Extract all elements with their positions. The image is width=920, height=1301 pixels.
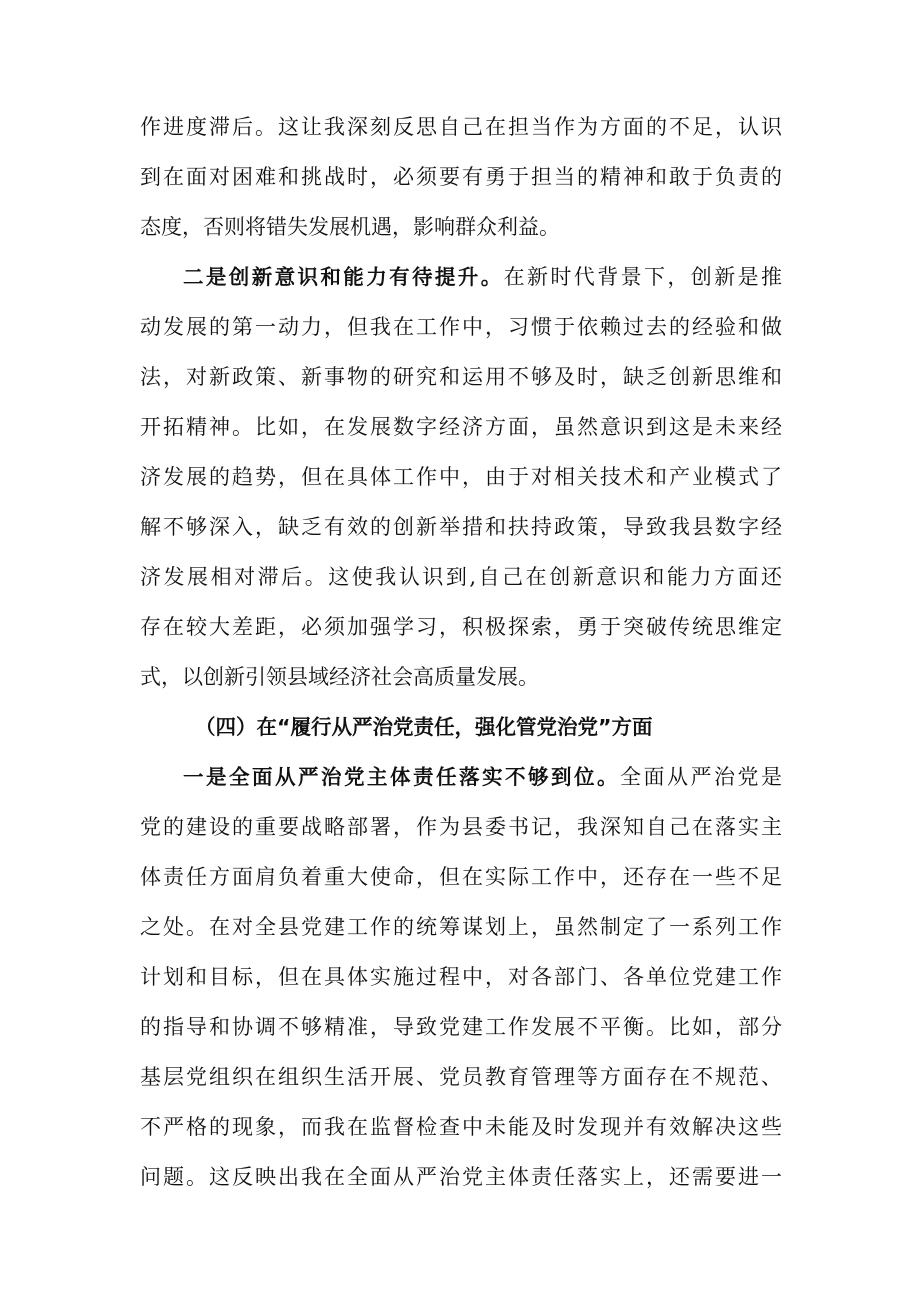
section-heading: （四）在“履行从严治党责任，强化管党治党”方面 [195,715,653,739]
paragraph-line: 之处。在对全县党建工作的统筹谋划上，虽然制定了一系列工作 [140,915,782,939]
paragraph-line: 到在面对困难和挑战时，必须要有勇于担当的精神和敢于负责的 [140,165,782,189]
bold-lead-text: 二是创新意识和能力有待提升。 [183,265,504,289]
paragraph-line: 解不够深入，缺乏有效的创新举措和扶持政策，导致我县数字经 [140,515,782,539]
bold-lead-text: 一是全面从严治党主体责任落实不够到位。 [183,765,620,789]
paragraph-line [183,257,782,297]
paragraph-line: 问题。这反映出我在全面从严治党主体责任落实上，还需要进一 [140,1165,782,1189]
paragraph-text: 全面从严治党是 [620,765,782,789]
paragraph-line: 作进度滞后。这让我深刻反思自己在担当作为方面的不足，认识 [140,115,782,139]
paragraph-line: 济发展的趋势，但在具体工作中，由于对相关技术和产业模式了 [140,465,782,489]
paragraph-line: 体责任方面肩负着重大使命，但在实际工作中，还存在一些不足 [140,865,782,889]
paragraph-line: 党的建设的重要战略部署，作为县委书记，我深知自己在落实主 [140,815,782,839]
paragraph-line: 计划和目标，但在具体实施过程中，对各部门、各单位党建工作 [140,965,782,989]
paragraph-line: 的指导和协调不够精准，导致党建工作发展不平衡。比如，部分 [140,1015,782,1039]
paragraph-line: 不严格的现象，而我在监督检查中未能及时发现并有效解决这些 [140,1115,782,1139]
paragraph-line: 式，以创新引领县域经济社会高质量发展。 [140,665,539,689]
paragraph-line: 开拓精神。比如，在发展数字经济方面，虽然意识到这是未来经 [140,415,782,439]
paragraph-text: 在新时代背景下，创新是推 [503,265,782,289]
paragraph-line [183,757,782,797]
paragraph-line: 态度，否则将错失发展机遇，影响群众利益。 [140,215,560,239]
paragraph-line: 济发展相对滞后。这使我认识到,自己在创新意识和能力方面还 [140,565,782,589]
paragraph-line: 存在较大差距，必须加强学习，积极探索，勇于突破传统思维定 [140,615,782,639]
paragraph-line: 法，对新政策、新事物的研究和运用不够及时，缺乏创新思维和 [140,365,782,389]
paragraph-line: 基层党组织在组织生活开展、党员教育管理等方面存在不规范、 [140,1065,782,1089]
paragraph-line: 动发展的第一动力，但我在工作中，习惯于依赖过去的经验和做 [140,315,782,339]
